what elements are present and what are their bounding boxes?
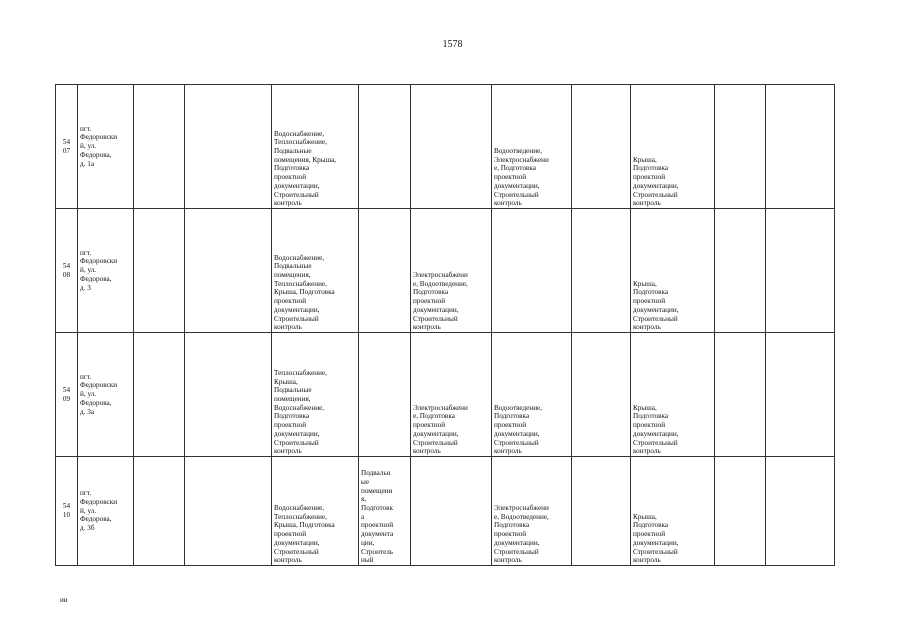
row-number: 54 07 <box>56 85 78 209</box>
cell-works-4: Водоотведение, Подготовка проектной документации, Строительный контроль <box>492 333 572 457</box>
cell-empty <box>766 85 835 209</box>
table-row <box>56 209 835 333</box>
cell-works-2 <box>359 333 411 457</box>
page-number: 1578 <box>442 39 463 50</box>
cell-empty <box>715 457 766 566</box>
cell-empty <box>185 457 272 566</box>
cell-empty <box>185 333 272 457</box>
cell-empty <box>134 333 185 457</box>
repair-schedule-table <box>55 84 835 566</box>
row-address: пгт. Федоровски й, ул. Федорова, д. 3а <box>78 333 134 457</box>
row-address: пгт. Федоровски й, ул. Федорова, д. 3б <box>78 457 134 566</box>
table-row <box>56 85 835 209</box>
cell-works-4 <box>492 209 572 333</box>
cell-works-6: Крыша, Подготовка проектной документации, Строительный контроль <box>631 333 715 457</box>
cell-works-2 <box>359 85 411 209</box>
cell-works-6: Крыша, Подготовка проектной документации, Строительный контроль <box>631 209 715 333</box>
cell-works-3 <box>411 457 492 566</box>
cell-works-1: Водоснабжение, Подвальные помещения, Теплоснабжение, Крыша, Подготовка проектной документации, Строительный контроль <box>272 209 359 333</box>
cell-works-5 <box>572 209 631 333</box>
cell-works-2 <box>359 209 411 333</box>
cell-works-4: Водоотведение, Электроснабжени е, Подготовка проектной документации, Строительный контроль <box>492 85 572 209</box>
cell-empty <box>185 85 272 209</box>
cell-works-2: Подвальн ые помещени я, Подготовк а проектной документа ции, Строитель ный <box>359 457 411 566</box>
cell-works-3 <box>411 85 492 209</box>
cell-works-6: Крыша, Подготовка проектной документации, Строительный контроль <box>631 85 715 209</box>
row-address: пгт. Федоровски й, ул. Федорова, д. 3 <box>78 209 134 333</box>
cell-empty <box>715 85 766 209</box>
cell-empty <box>715 333 766 457</box>
cell-works-4: Электроснабжени е, Водоотведение, Подготовка проектной документации, Строительный контроль <box>492 457 572 566</box>
row-number: 54 09 <box>56 333 78 457</box>
cell-empty <box>134 209 185 333</box>
cell-empty <box>766 333 835 457</box>
cell-works-5 <box>572 457 631 566</box>
cell-empty <box>134 85 185 209</box>
cell-empty <box>715 209 766 333</box>
row-address: пгт. Федоровски й, ул. Федорова, д. 1а <box>78 85 134 209</box>
cell-works-1: Водоснабжение, Теплоснабжение, Крыша, Подготовка проектной документации, Строительный контроль <box>272 457 359 566</box>
cell-works-5 <box>572 333 631 457</box>
cell-empty <box>185 209 272 333</box>
cell-works-3: Электроснабжени е, Водоотведение, Подготовка проектной документации, Строительный контроль <box>411 209 492 333</box>
cell-works-1: Водоснабжение, Теплоснабжение, Подвальные помещения, Крыша, Подготовка проектной документации, Строительный контроль <box>272 85 359 209</box>
cell-empty <box>766 209 835 333</box>
cell-works-1: Теплоснабжение, Крыша, Подвальные помещения, Водоснабжение, Подготовка проектной документации, Строительный контроль <box>272 333 359 457</box>
cell-empty <box>766 457 835 566</box>
table-row <box>56 333 835 457</box>
row-number: 54 10 <box>56 457 78 566</box>
table-row <box>56 457 835 566</box>
cell-works-6: Крыша, Подготовка проектной документации, Строительный контроль <box>631 457 715 566</box>
cell-works-5 <box>572 85 631 209</box>
cell-empty <box>134 457 185 566</box>
cell-works-3: Электроснабжени е, Подготовка проектной документации, Строительный контроль <box>411 333 492 457</box>
footer-mark: ии <box>60 596 68 604</box>
row-number: 54 08 <box>56 209 78 333</box>
